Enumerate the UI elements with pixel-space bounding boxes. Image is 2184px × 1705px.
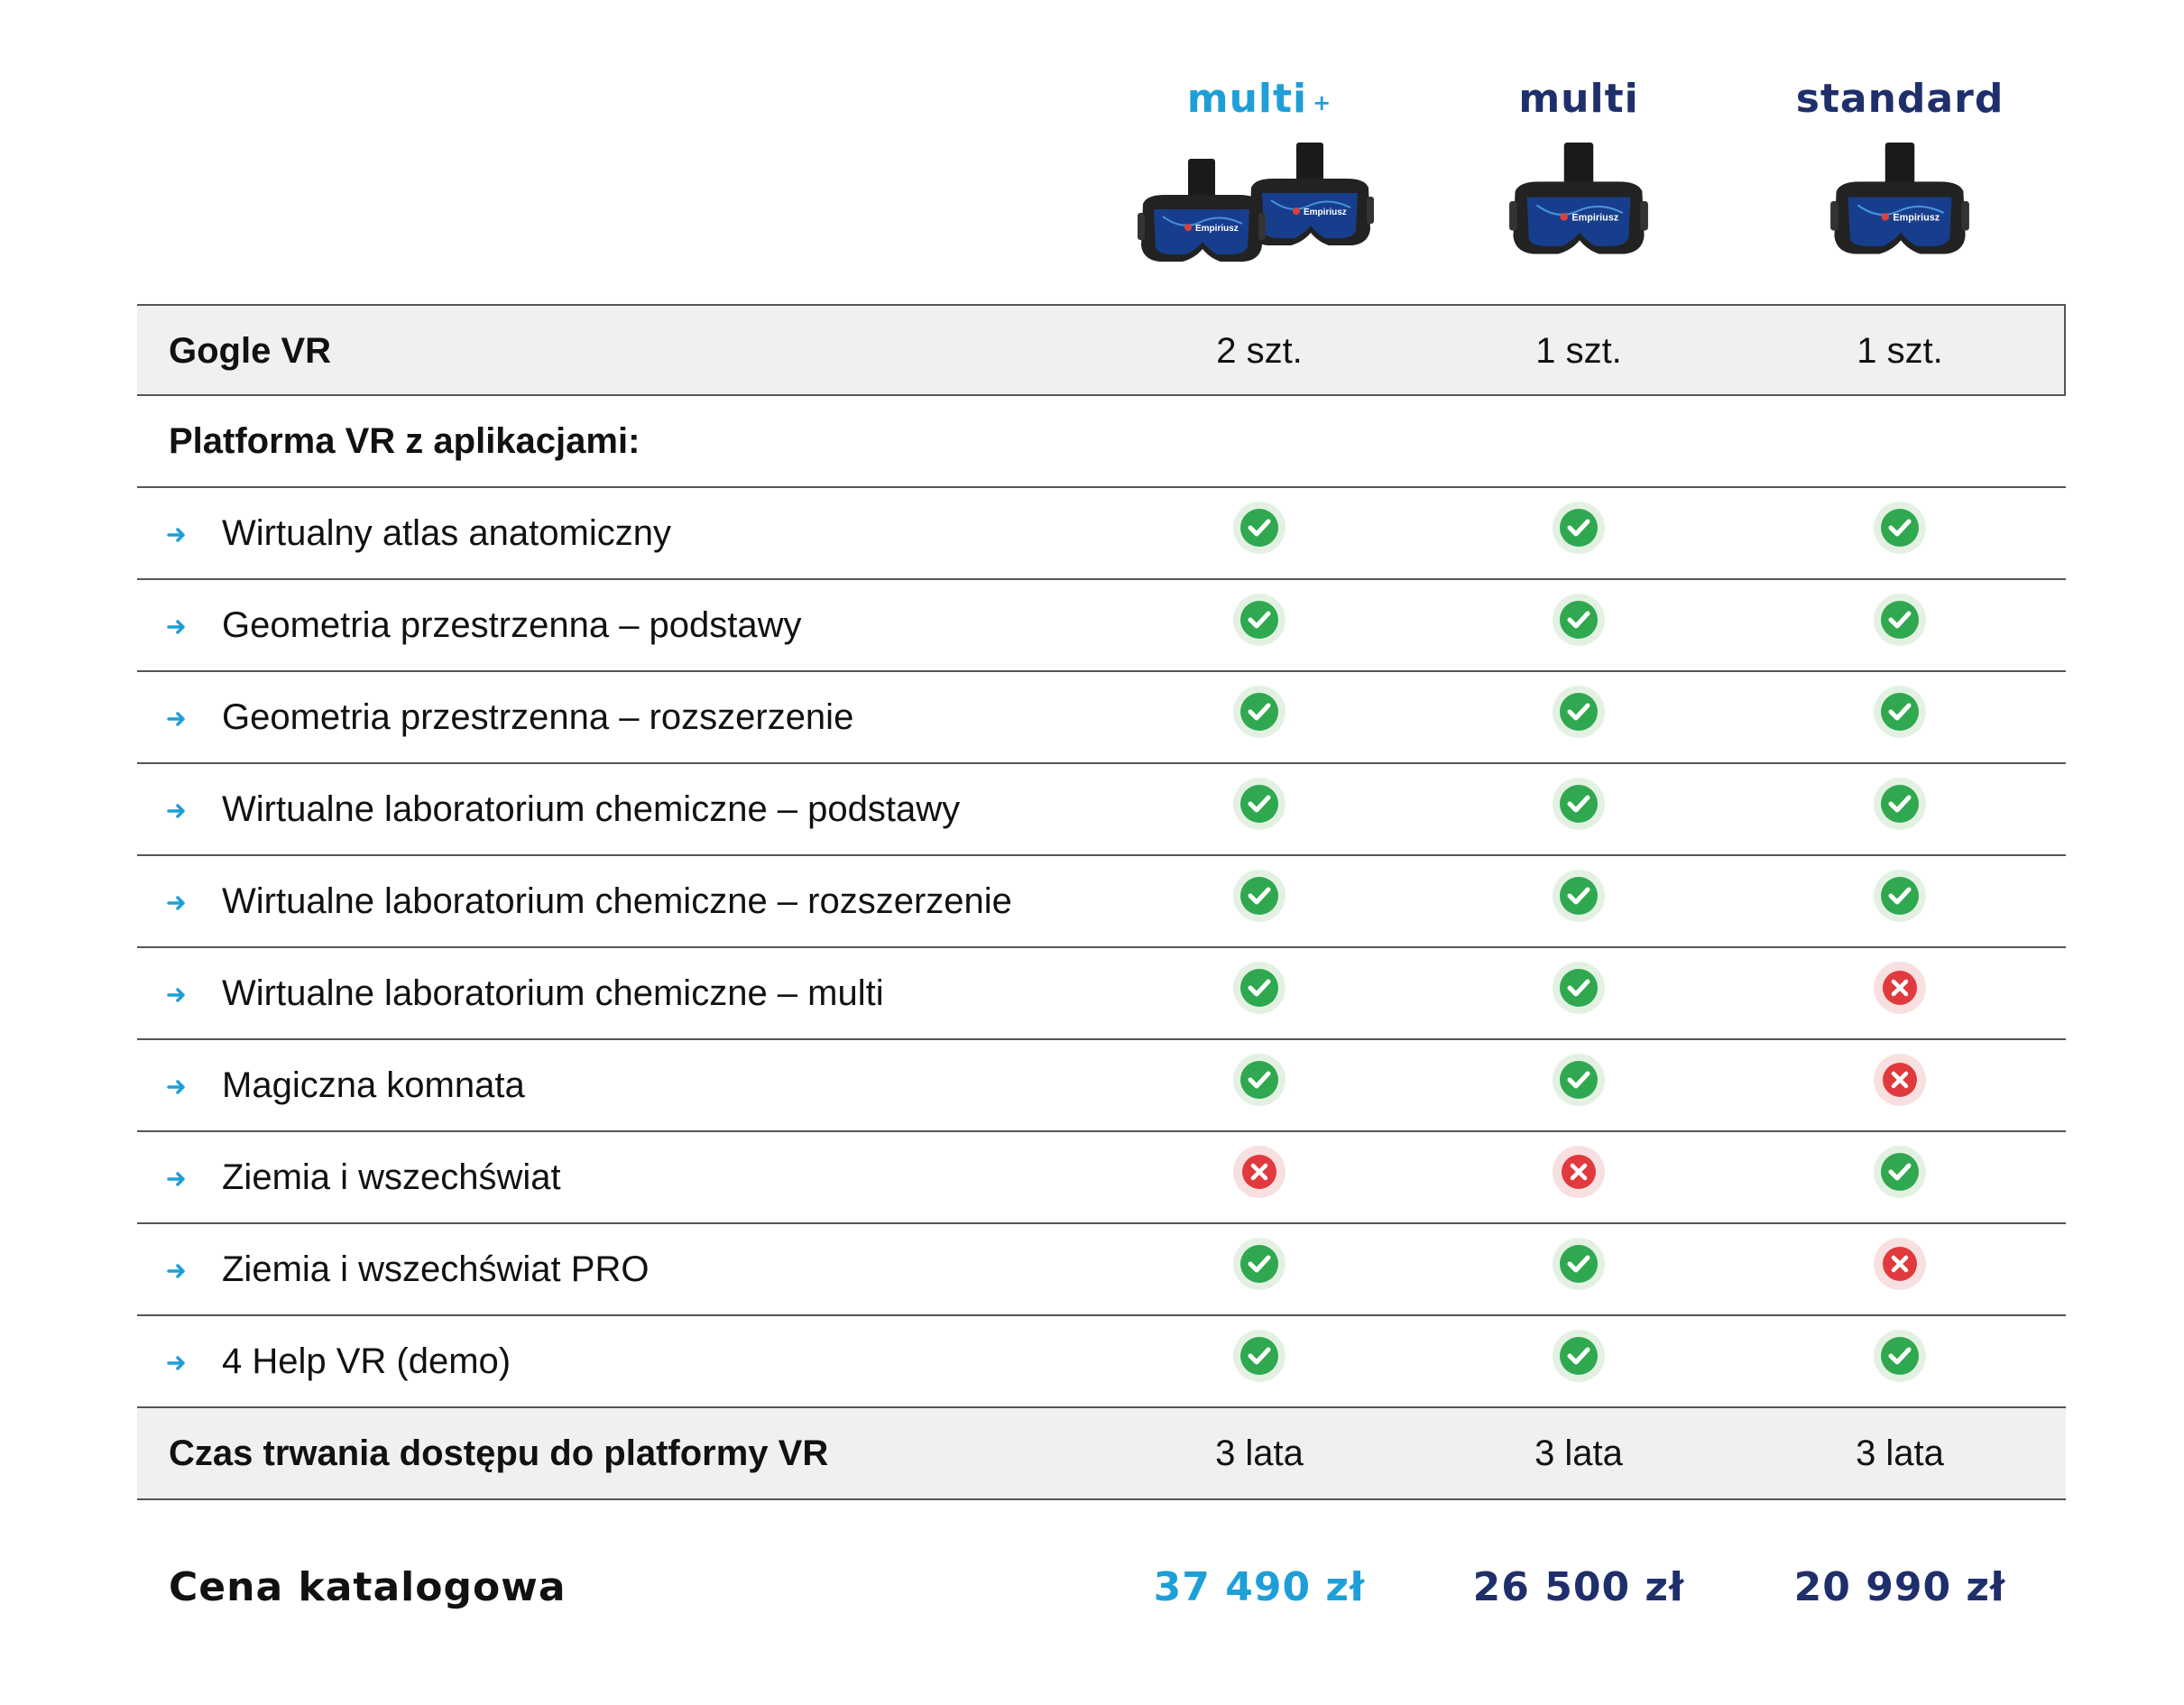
cell-availability [1099, 1132, 1420, 1222]
cell-availability [1099, 764, 1420, 854]
comparison-table [137, 304, 2066, 1500]
check-icon [1552, 1053, 1606, 1107]
cell-availability [1739, 580, 2060, 670]
svg-text:Empiriusz: Empiriusz [1195, 224, 1239, 234]
arrow-right-icon [166, 1260, 188, 1282]
row-app [137, 948, 2066, 1040]
cell-availability [1739, 948, 2060, 1038]
cell-availability [1418, 948, 1739, 1038]
arrow-right-icon [166, 892, 188, 914]
check-icon [1232, 1237, 1286, 1291]
row-label: Magiczna komnata [222, 1065, 525, 1105]
price-multi: 26 500 zł [1472, 1564, 1685, 1610]
check-icon [1552, 593, 1606, 647]
arrow-right-icon [166, 524, 188, 546]
cell-availability [1099, 1224, 1420, 1314]
row-app [137, 488, 2066, 580]
row-label: Wirtualny atlas anatomiczny [222, 513, 671, 553]
arrow-right-icon [166, 800, 188, 822]
cell-availability [1099, 580, 1420, 670]
cell-availability [1099, 948, 1420, 1038]
plan-header-multi-plus [1099, 72, 1420, 269]
plan-header-multi [1418, 72, 1739, 269]
section-heading: Platforma VR z aplikacjami: [169, 421, 640, 461]
cell-value: 3 lata [1215, 1433, 1304, 1473]
row-duration [137, 1408, 2066, 1500]
cell-availability [1418, 856, 1739, 946]
cell-availability [1418, 672, 1739, 762]
row-label: Wirtualne laboratorium chemiczne – podstawy [222, 789, 961, 829]
row-label: Wirtualne laboratorium chemiczne – multi [222, 973, 884, 1013]
goggles-image [1739, 143, 2060, 269]
row-label: 4 Help VR (demo) [222, 1341, 511, 1381]
svg-text:Empiriusz: Empiriusz [1571, 212, 1619, 224]
plan-header-standard [1739, 72, 2060, 269]
cell-availability [1099, 672, 1420, 762]
price-row [137, 1552, 2066, 1624]
price-multi-plus: 37 490 zł [1153, 1564, 1366, 1610]
cell-value: 1 szt. [1857, 331, 1943, 371]
row-app [137, 856, 2066, 948]
cell-availability [1418, 488, 1739, 578]
cell-availability [1418, 1132, 1739, 1222]
row-label: Ziemia i wszechświat [222, 1157, 561, 1197]
check-icon [1232, 685, 1286, 739]
check-icon [1232, 1053, 1286, 1107]
arrow-right-icon [166, 1352, 188, 1374]
cell-availability [1739, 1132, 2060, 1222]
row-label: Geometria przestrzenna – rozszerzenie [222, 697, 854, 737]
cell-availability [1418, 1040, 1739, 1130]
svg-text:Empiriusz: Empiriusz [1893, 212, 1940, 224]
check-icon [1232, 593, 1286, 647]
plan-name: standard [1795, 76, 2004, 122]
cell-availability [1739, 1224, 2060, 1314]
cell-value: 2 szt. [1216, 331, 1303, 371]
goggles-image [1418, 143, 1739, 269]
row-app [137, 580, 2066, 672]
check-icon [1552, 869, 1606, 923]
check-icon [1873, 593, 1927, 647]
check-icon [1873, 1145, 1927, 1199]
check-icon [1552, 501, 1606, 555]
cell-availability [1099, 1316, 1420, 1406]
row-label: Czas trwania dostępu do platformy VR [169, 1433, 829, 1473]
row-label: Wirtualne laboratorium chemiczne – rozszerzenie [222, 881, 1012, 921]
row-app [137, 1316, 2066, 1408]
cross-icon [1552, 1145, 1606, 1199]
plan-name: multi [1518, 76, 1639, 122]
row-app [137, 1132, 2066, 1224]
price-standard: 20 990 zł [1793, 1564, 2006, 1610]
plan-name: multi + [1186, 76, 1332, 122]
cell-value: 3 lata [1856, 1433, 1944, 1473]
cell-availability [1418, 580, 1739, 670]
row-label: Ziemia i wszechświat PRO [222, 1249, 650, 1289]
cross-icon [1873, 1237, 1927, 1291]
check-icon [1232, 777, 1286, 831]
vr-headset-icon [1418, 143, 1739, 260]
check-icon [1873, 1329, 1927, 1383]
row-goggles [137, 304, 2066, 396]
cell-availability [1739, 1040, 2060, 1130]
row-label: Gogle VR [169, 331, 332, 371]
cross-icon [1873, 961, 1927, 1015]
arrow-right-icon [166, 1168, 188, 1190]
arrow-right-icon [166, 708, 188, 730]
check-icon [1552, 1237, 1606, 1291]
vr-headset-icon [1739, 143, 2060, 260]
svg-text:Empiriusz: Empiriusz [1304, 207, 1347, 217]
cell-availability [1099, 1040, 1420, 1130]
cell-availability [1739, 1316, 2060, 1406]
cell-availability [1099, 856, 1420, 946]
row-app [137, 672, 2066, 764]
arrow-right-icon [166, 1076, 188, 1098]
cell-availability [1099, 488, 1420, 578]
check-icon [1232, 501, 1286, 555]
check-icon [1552, 777, 1606, 831]
check-icon [1873, 777, 1927, 831]
check-icon [1873, 501, 1927, 555]
check-icon [1232, 869, 1286, 923]
cell-availability [1418, 1316, 1739, 1406]
cell-availability [1418, 764, 1739, 854]
cell-availability [1739, 488, 2060, 578]
check-icon [1873, 685, 1927, 739]
price-label: Cena katalogowa [169, 1564, 567, 1610]
cell-value: 3 lata [1534, 1433, 1623, 1473]
cell-availability [1739, 764, 2060, 854]
goggles-image [1099, 143, 1420, 269]
check-icon [1552, 961, 1606, 1015]
check-icon [1552, 685, 1606, 739]
row-app [137, 764, 2066, 856]
arrow-right-icon [166, 984, 188, 1006]
cell-value: 1 szt. [1535, 331, 1622, 371]
row-app [137, 1224, 2066, 1316]
cell-availability [1739, 856, 2060, 946]
row-platform-heading [137, 396, 2066, 488]
cross-icon [1873, 1053, 1927, 1107]
row-label: Geometria przestrzenna – podstawy [222, 605, 802, 645]
row-app [137, 1040, 2066, 1132]
check-icon [1232, 1329, 1286, 1383]
cross-icon [1232, 1145, 1286, 1199]
check-icon [1552, 1329, 1606, 1383]
check-icon [1232, 961, 1286, 1015]
arrow-right-icon [166, 616, 188, 638]
vr-headset-icon [1099, 143, 1420, 278]
cell-availability [1418, 1224, 1739, 1314]
cell-availability [1739, 672, 2060, 762]
check-icon [1873, 869, 1927, 923]
